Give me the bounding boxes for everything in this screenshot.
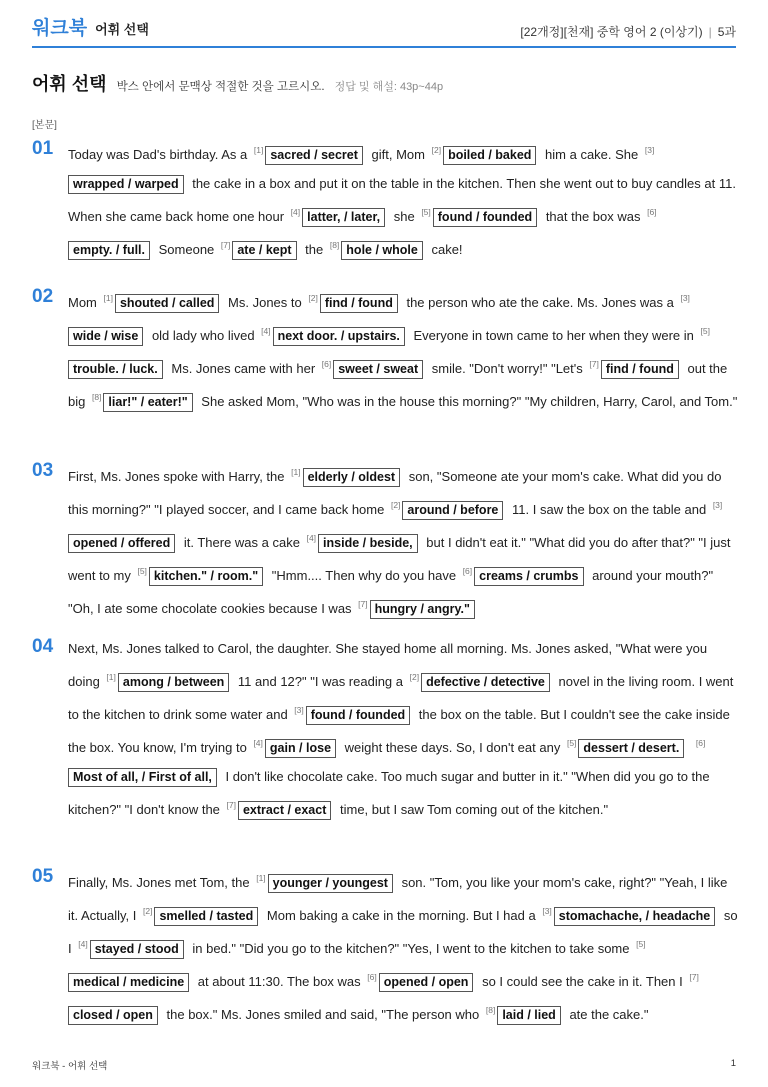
choice-box: creams / crumbs bbox=[474, 567, 583, 586]
text-run: Next, Ms. Jones talked to Carol, the daughter. She stayed home all morning. Ms. Jones asked, "What were you doing bbox=[68, 641, 708, 689]
passage-number: 04 bbox=[32, 636, 54, 657]
blank-number: [2] bbox=[409, 672, 420, 682]
text-run: him a cake. She bbox=[545, 147, 642, 162]
section-label: [본문] bbox=[32, 120, 57, 131]
blank-number: [4] bbox=[78, 939, 88, 949]
choice-box: find / found bbox=[601, 360, 679, 379]
blank-number: [3] bbox=[542, 906, 552, 916]
text-run: the box." Ms. Jones smiled and said, "The person who bbox=[166, 1007, 483, 1022]
text-run: at about 11:30. The box was bbox=[197, 974, 365, 989]
course-name: [22개정][천재] 중학 영어 2 (이상기) bbox=[520, 25, 703, 39]
passage-number: 01 bbox=[32, 138, 54, 159]
blank-number: [3] bbox=[294, 705, 304, 715]
text-run: the cake in a box and put it on the table in the kitchen. Then she went out to buy candles at 11. When she came back home one hour bbox=[68, 176, 736, 224]
passage bbox=[32, 284, 738, 416]
text-run: Finally, Ms. Jones met Tom, the bbox=[68, 875, 254, 890]
blank-number: [7] bbox=[220, 240, 231, 250]
passage bbox=[32, 864, 738, 1029]
choice-box: closed / open bbox=[68, 1006, 158, 1025]
text-run: the person who ate the cake. Ms. Jones was a bbox=[406, 295, 678, 310]
blank-number: [5] bbox=[421, 207, 431, 217]
choice-box: found / founded bbox=[306, 706, 410, 725]
text-run: Ms. Jones came with her bbox=[171, 361, 319, 376]
brand-logo: 워크북 bbox=[32, 18, 88, 39]
text-run: old lady who lived bbox=[151, 328, 259, 343]
text-run: around your mouth?" "Oh, I ate some chocolate cookies because I was bbox=[68, 568, 714, 616]
choice-box: defective / detective bbox=[421, 673, 550, 692]
page-number: 1 bbox=[730, 1058, 736, 1069]
blank-number: [4] bbox=[290, 207, 301, 217]
choice-box: smelled / tasted bbox=[154, 907, 258, 926]
text-run: it. There was a cake bbox=[183, 535, 304, 550]
text-run: the bbox=[305, 242, 327, 257]
choice-box: kitchen." / room." bbox=[149, 567, 263, 586]
blank-number: [1] bbox=[256, 873, 266, 883]
blank-number: [6] bbox=[367, 972, 377, 982]
blank-number: [8] bbox=[91, 392, 102, 402]
lesson-label: 5과 bbox=[717, 25, 736, 39]
text-run: in bed." "Did you go to the kitchen?" "Yes, I went to the kitchen to take some bbox=[192, 941, 634, 956]
choice-box: latter, / later, bbox=[302, 208, 385, 227]
blank-number: [7] bbox=[689, 972, 699, 982]
blank-number: [5] bbox=[137, 566, 147, 576]
choice-box: opened / offered bbox=[68, 534, 175, 553]
choice-box: sweet / sweat bbox=[333, 360, 423, 379]
choice-box: inside / beside, bbox=[318, 534, 418, 553]
text-run: that the box was bbox=[545, 209, 645, 224]
choice-box: liar!" / eater!" bbox=[103, 393, 192, 412]
blank-number: [4] bbox=[306, 533, 317, 543]
page-title: 어휘 선택 bbox=[32, 74, 107, 94]
blank-number: [1] bbox=[253, 145, 264, 155]
text-run: time, but I saw Tom coming out of the kitchen." bbox=[340, 802, 609, 817]
choice-box: wide / wise bbox=[68, 327, 143, 346]
text-run: I don't like chocolate cake. Too much sugar and butter in it." "When did you go to the kitchen?" "I don't know the bbox=[68, 769, 710, 817]
passage bbox=[32, 634, 738, 824]
blank-number: [2] bbox=[431, 145, 442, 155]
blank-number: [4] bbox=[261, 326, 271, 336]
page-footer bbox=[32, 1058, 736, 1072]
text-run: Mom bbox=[68, 295, 101, 310]
blank-number: [8] bbox=[329, 240, 340, 250]
blank-number: [5] bbox=[636, 939, 646, 949]
text-run: son. "Tom, you like your mom's cake, right?" "Yeah, I like it. Actually, I bbox=[68, 875, 728, 923]
choice-box: medical / medicine bbox=[68, 973, 189, 992]
blank-number: [2] bbox=[390, 500, 401, 510]
text-run: out the big bbox=[68, 361, 728, 409]
choice-box: Most of all, / First of all, bbox=[68, 768, 217, 787]
choice-box: stomachache, / headache bbox=[554, 907, 715, 926]
choice-box: wrapped / warped bbox=[68, 175, 184, 194]
course-info bbox=[520, 23, 736, 40]
answer-reference: 정답 및 해설: 43p~44p bbox=[334, 81, 444, 93]
choice-box: next door. / upstairs. bbox=[273, 327, 405, 346]
blank-number: [5] bbox=[700, 326, 710, 336]
blank-number: [7] bbox=[226, 800, 236, 810]
separator: | bbox=[708, 25, 712, 39]
text-run: so I bbox=[68, 908, 738, 956]
passage-text bbox=[68, 284, 738, 416]
brand-subtitle: 어휘 선택 bbox=[95, 22, 149, 37]
choice-box: trouble. / luck. bbox=[68, 360, 163, 379]
text-run: weight these days. So, I don't eat any bbox=[344, 740, 564, 755]
choice-box: laid / lied bbox=[497, 1006, 561, 1025]
choice-box: empty. / full. bbox=[68, 241, 150, 260]
choice-box: shouted / called bbox=[115, 294, 219, 313]
instruction: 박스 안에서 문맥상 적절한 것을 고르시오. bbox=[116, 81, 325, 93]
brand bbox=[32, 13, 149, 40]
choice-box: found / founded bbox=[433, 208, 537, 227]
text-run: smile. "Don't worry!" "Let's bbox=[431, 361, 587, 376]
choice-box: elderly / oldest bbox=[303, 468, 401, 487]
blank-number: [5] bbox=[566, 738, 577, 748]
passage-number: 02 bbox=[32, 286, 54, 307]
choice-box: find / found bbox=[320, 294, 398, 313]
passage bbox=[32, 458, 738, 623]
blank-number: [3] bbox=[644, 145, 655, 155]
text-run: 11. I saw the box on the table and bbox=[512, 502, 710, 517]
blank-number: [6] bbox=[695, 738, 706, 748]
text-run: Someone bbox=[158, 242, 218, 257]
text-run: Everyone in town came to her when they were in bbox=[413, 328, 698, 343]
choice-box: dessert / desert. bbox=[578, 739, 684, 758]
passage-number: 03 bbox=[32, 460, 54, 481]
passage bbox=[32, 136, 738, 264]
text-run: Today was Dad's birthday. As a bbox=[68, 147, 251, 162]
choice-box: around / before bbox=[402, 501, 503, 520]
blank-number: [7] bbox=[589, 359, 599, 369]
blank-number: [2] bbox=[308, 293, 318, 303]
text-run: son, "Someone ate your mom's cake. What did you do this morning?" "I played soccer, and I came back home bbox=[68, 469, 722, 517]
choice-box: hungry / angry." bbox=[370, 600, 475, 619]
blank-number: [6] bbox=[462, 566, 473, 576]
text-run: 11 and 12?" "I was reading a bbox=[237, 674, 407, 689]
blank-number: [1] bbox=[103, 293, 113, 303]
passage-text bbox=[68, 634, 738, 824]
blank-number: [2] bbox=[143, 906, 153, 916]
choice-box: younger / youngest bbox=[268, 874, 393, 893]
text-run: Ms. Jones to bbox=[228, 295, 306, 310]
passage-number: 05 bbox=[32, 866, 54, 887]
text-run: novel in the living room. I went to the kitchen to drink some water and bbox=[68, 674, 734, 722]
text-run: Mom baking a cake in the morning. But I had a bbox=[266, 908, 540, 923]
text-run: the box on the table. But I couldn't see the cake inside the box. You know, I'm trying to bbox=[68, 707, 730, 755]
choice-box: gain / lose bbox=[265, 739, 336, 758]
choice-box: hole / whole bbox=[341, 241, 423, 260]
text-run: First, Ms. Jones spoke with Harry, the bbox=[68, 469, 289, 484]
text-run: She asked Mom, "Who was in the house this morning?" "My children, Harry, Carol, and Tom." bbox=[201, 394, 738, 409]
choice-box: stayed / stood bbox=[90, 940, 184, 959]
text-run: but I didn't eat it." "What did you do after that?" "I just went to my bbox=[68, 535, 731, 583]
choice-box: boiled / baked bbox=[443, 146, 536, 165]
title-bar bbox=[32, 70, 443, 96]
blank-number: [1] bbox=[106, 672, 116, 682]
blank-number: [7] bbox=[358, 599, 368, 609]
footer-label: 워크북 - 어휘 선택 bbox=[32, 1061, 108, 1072]
blank-number: [3] bbox=[712, 500, 723, 510]
choice-box: extract / exact bbox=[238, 801, 331, 820]
text-run: so I could see the cake in it. Then I bbox=[482, 974, 687, 989]
text-run: gift, Mom bbox=[371, 147, 429, 162]
text-run: she bbox=[393, 209, 419, 224]
passage-text bbox=[68, 136, 738, 264]
blank-number: [4] bbox=[253, 738, 263, 748]
text-run: "Hmm.... Then why do you have bbox=[271, 568, 460, 583]
choice-box: among / between bbox=[118, 673, 229, 692]
choice-box: opened / open bbox=[379, 973, 474, 992]
blank-number: [1] bbox=[291, 467, 301, 477]
page-header bbox=[32, 16, 736, 48]
choice-box: sacred / secret bbox=[265, 146, 363, 165]
blank-number: [6] bbox=[321, 359, 332, 369]
text-run: cake! bbox=[431, 242, 463, 257]
blank-number: [6] bbox=[647, 207, 657, 217]
blank-number: [3] bbox=[680, 293, 690, 303]
choice-box: ate / kept bbox=[232, 241, 296, 260]
blank-number: [8] bbox=[485, 1005, 496, 1015]
text-run: ate the cake." bbox=[569, 1007, 649, 1022]
passage-text bbox=[68, 864, 738, 1029]
passage-text bbox=[68, 458, 738, 623]
